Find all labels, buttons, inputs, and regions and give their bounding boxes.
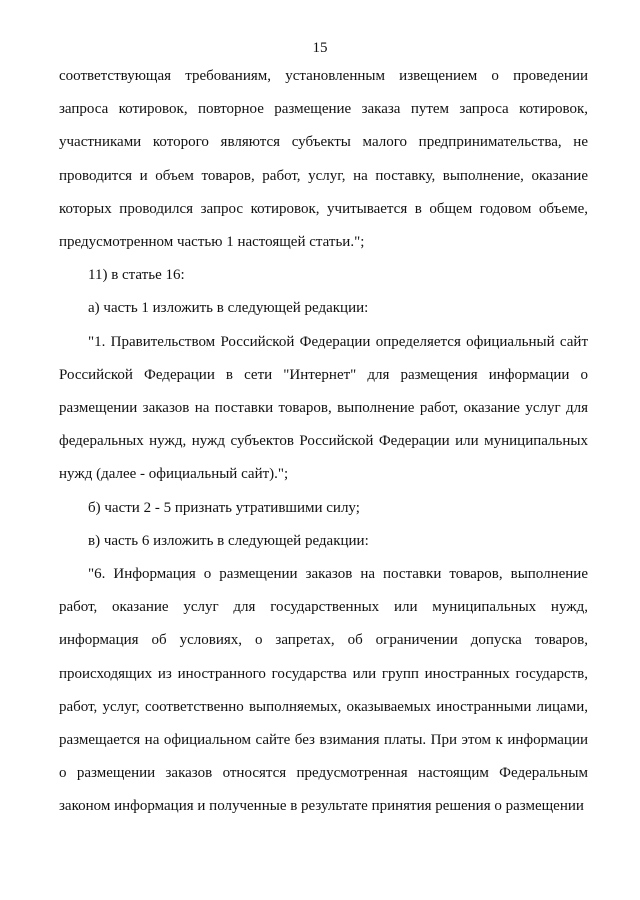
paragraph-part-6-text: "6. Информация о размещении заказов на поставки товаров, выполнение работ, оказание услуг для государственных или муниципальных нужд, информация об условиях, о запретах, об ограничении допуска товаров, происходящих из иностранного государства или групп иностранных государств, работ, услуг, соответственно выполняемых, оказываемых иностранными лицами, размещается на официальном сайте без взимания платы. При этом к информации о размещении заказов относятся предусмотренная настоящим Федеральным законом информация и полученные в результате принятия решения о размещении: [59, 566, 588, 815]
paragraph-subitem-a: а) часть 1 изложить в следующей редакции:: [88, 300, 369, 317]
paragraph-item-11: 11) в статье 16:: [88, 267, 185, 284]
paragraph-continuation: соответствующая требованиям, установленным извещением о проведении запроса котировок, повторное размещение заказа путем запроса котировок, участниками которого являются субъекты малого предпринимательства, не проводится и объем товаров, работ, услуг, на поставку, выполнение, оказание которых проводился запрос котировок, учитывается в общем годовом объеме, предусмотренном частью 1 настоящей статьи.";: [59, 68, 588, 251]
page-number: 15: [312, 40, 328, 56]
paragraph-subitem-b: б) части 2 - 5 признать утратившими силу;: [88, 499, 360, 516]
document-body: [59, 60, 588, 824]
paragraph-subitem-v: в) часть 6 изложить в следующей редакции:: [88, 532, 369, 549]
paragraph-part-1-text: "1. Правительством Российской Федерации определяется официальный сайт Российской Федерации в сети "Интернет" для размещения информации о размещении заказов на поставки товаров, выполнение работ, оказание услуг для федеральных нужд, нужд субъектов Российской Федерации или муниципальных нужд (далее - официальный сайт).";: [59, 333, 588, 483]
